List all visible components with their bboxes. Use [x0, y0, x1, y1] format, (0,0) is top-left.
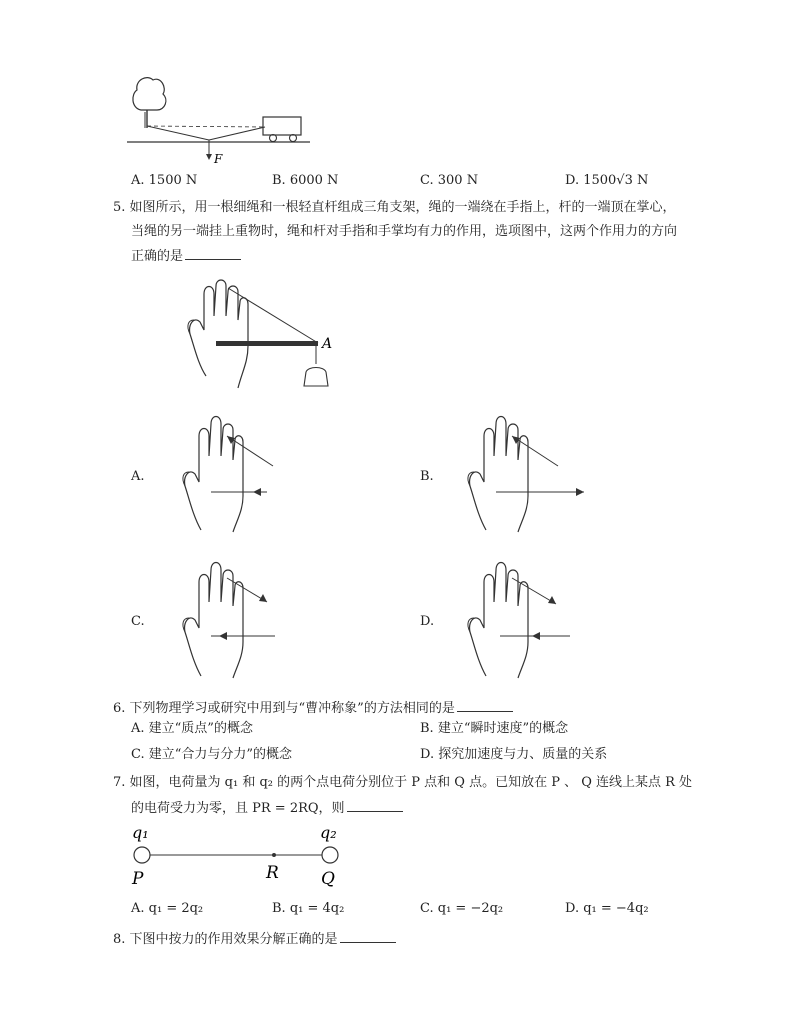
q6-option-c[interactable]: C. 建立“合力与分力”的概念 [131, 747, 293, 762]
q7-stem-line1: 7. 如图，电荷量为 q₁ 和 q₂ 的两个点电荷分别位于 P 点和 Q 点。已知放在 P 、 Q 连线上某点 R 处 [113, 775, 693, 790]
q6-stem [113, 697, 513, 719]
q5-option-b-figure[interactable] [460, 410, 590, 535]
q5-option-a-label[interactable]: A. [131, 469, 145, 484]
q7-answer-blank[interactable] [347, 797, 403, 812]
q7-option-b[interactable]: B. q₁ = 4q₂ [272, 901, 345, 916]
q8-stem [113, 928, 396, 950]
q7-fig-q: Q [321, 869, 335, 889]
q7-option-c[interactable]: C. q₁ = −2q₂ [420, 901, 504, 916]
q7-fig-r: R [266, 863, 279, 883]
q4-option-a[interactable]: A. 1500 N [131, 173, 198, 188]
q5-main-figure [176, 276, 346, 396]
q6-option-b[interactable]: B. 建立“瞬时速度”的概念 [420, 721, 569, 736]
q7-fig-q2: q₂ [320, 823, 337, 842]
q5-option-b-label[interactable]: B. [420, 469, 434, 484]
q7-stem-line2-text: 的电荷受力为零，且 PR = 2RQ，则 [131, 801, 345, 816]
q7-figure [128, 822, 348, 890]
q8-answer-blank[interactable] [340, 928, 396, 943]
q7-fig-q1: q₁ [132, 823, 149, 842]
q4-option-d[interactable]: D. 1500√3 N [565, 173, 649, 188]
q8-stem-text: 8. 下图中按力的作用效果分解正确的是 [113, 932, 338, 947]
q7-fig-p: P [132, 869, 144, 889]
q4-option-c[interactable]: C. 300 N [420, 173, 479, 188]
q5-point-label: A [322, 336, 333, 352]
q6-stem-text: 6. 下列物理学习或研究中用到与“曹冲称象”的方法相同的是 [113, 701, 455, 716]
q5-answer-blank[interactable] [185, 245, 241, 260]
q7-stem-line2 [131, 797, 403, 819]
q5-stem-line1: 5. 如图所示，用一根细绳和一根轻直杆组成三角支架，绳的一端绕在手指上，杆的一端顶在掌心， [113, 200, 676, 215]
q5-stem-line3-text: 正确的是 [131, 249, 184, 264]
q4-figure [125, 72, 315, 168]
q5-option-c-label[interactable]: C. [131, 614, 145, 629]
q5-option-d-figure[interactable] [460, 556, 585, 681]
q6-option-a[interactable]: A. 建立“质点”的概念 [131, 721, 253, 736]
q6-option-d[interactable]: D. 探究加速度与力、质量的关系 [420, 747, 608, 762]
q7-option-d[interactable]: D. q₁ = −4q₂ [565, 901, 649, 916]
q6-answer-blank[interactable] [457, 697, 513, 712]
q5-option-d-label[interactable]: D. [420, 614, 435, 629]
q5-option-c-figure[interactable] [175, 556, 295, 681]
q5-stem-line2: 当绳的另一端挂上重物时，绳和杆对手指和手掌均有力的作用，选项图中，这两个作用力的方向 [131, 224, 678, 239]
q4-option-b[interactable]: B. 6000 N [272, 173, 339, 188]
q5-stem-line3 [131, 245, 241, 267]
q5-option-a-figure[interactable] [175, 406, 295, 536]
q7-option-a[interactable]: A. q₁ = 2q₂ [131, 901, 204, 916]
q4-force-label: F [214, 152, 223, 166]
